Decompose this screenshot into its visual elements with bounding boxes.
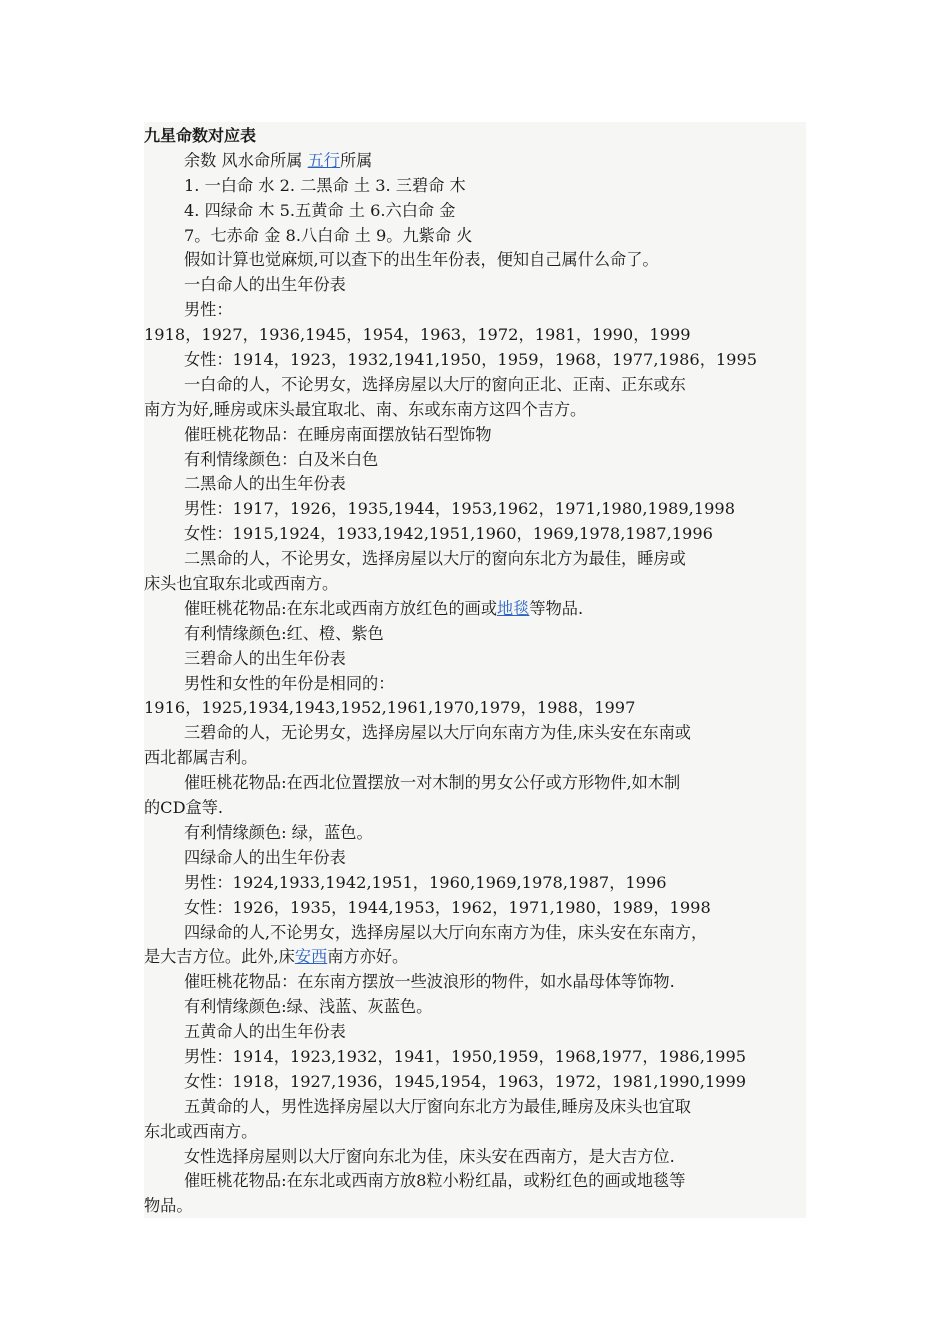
text-span: 催旺桃花物品:在西北位置摆放一对木制的男女公仔或方形物件,如木制 [184, 773, 681, 793]
text-span: 催旺桃花物品：在东南方摆放一些波浪形的物件，如水晶母体等饰物. [184, 972, 675, 992]
text-span: 等物品. [529, 598, 584, 618]
text-line [144, 622, 824, 647]
text-line [144, 373, 824, 398]
text-span: 南方为好,睡房或床头最宜取北、南、东或东南方这四个吉方。 [144, 399, 587, 419]
text-span: 所属 [339, 150, 373, 170]
text-line [144, 199, 824, 224]
text-span: 物品。 [144, 1196, 193, 1216]
text-line [144, 1045, 824, 1070]
text-span: 四绿命人的出生年份表 [184, 847, 346, 867]
inline-link[interactable]: 五行 [307, 150, 340, 170]
text-span: 是大吉方位。此外,床 [144, 947, 295, 967]
text-span: 二黑命的人，不论男女，选择房屋以大厅的窗向东北方为最佳，睡房或 [184, 549, 686, 569]
text-span: 男性：1917，1926，1935,1944，1953,1962，1971,1980,1989,1998 [184, 499, 735, 519]
text-span: 7。七赤命 金 8.八白命 土 9。九紫命 火 [184, 225, 473, 245]
text-line [144, 821, 824, 846]
text-line [144, 796, 824, 821]
document-body [144, 124, 824, 1219]
text-span: 催旺桃花物品：在睡房南面摆放钻石型饰物 [184, 424, 492, 444]
text-span: 二黑命人的出生年份表 [184, 474, 346, 494]
text-span: 床头也宜取东北或西南方。 [144, 574, 339, 594]
text-line [144, 672, 824, 697]
text-line [144, 323, 824, 348]
text-line [144, 547, 824, 572]
text-span: 男性：1924,1933,1942,1951，1960,1969,1978,1987，1996 [184, 872, 667, 892]
text-span: 男性和女性的年份是相同的： [184, 673, 395, 693]
text-span: 1918，1927，1936,1945，1954，1963，1972，1981，1990，1999 [144, 325, 691, 345]
text-line [144, 696, 824, 721]
text-line [144, 647, 824, 672]
text-span: 4. 四绿命 木 5.五黄命 土 6.六白命 金 [184, 200, 456, 220]
text-span: 五黄命人的出生年份表 [184, 1022, 346, 1042]
text-span: 女性：1918，1927,1936，1945,1954，1963，1972，1981,1990,1999 [184, 1071, 747, 1091]
text-span: 一白命的人，不论男女，选择房屋以大厅的窗向正北、正南、正东或东 [184, 374, 686, 394]
text-line [144, 746, 824, 771]
inline-link[interactable]: 地毯 [497, 598, 530, 618]
text-line [144, 597, 824, 622]
inline-link[interactable]: 安西 [294, 947, 328, 967]
text-line [144, 945, 824, 970]
text-line [144, 871, 824, 896]
text-line [144, 1020, 824, 1045]
text-span: 五黄命的人，男性选择房屋以大厅窗向东北方为最佳,睡房及床头也宜取 [184, 1096, 691, 1116]
text-line [144, 472, 824, 497]
text-span: 的CD盒等. [144, 798, 224, 818]
text-line [144, 448, 824, 473]
text-span: 一白命人的出生年份表 [184, 275, 346, 295]
text-line [144, 1095, 824, 1120]
text-line [144, 572, 824, 597]
text-line [144, 995, 824, 1020]
text-line [144, 921, 824, 946]
text-span: 1. 一白命 水 2. 二黑命 土 3. 三碧命 木 [184, 175, 466, 195]
text-span: 男性： [184, 300, 233, 320]
text-line [144, 896, 824, 921]
text-line [144, 1070, 824, 1095]
text-span: 西北都属吉利。 [144, 748, 258, 768]
text-line [144, 298, 824, 323]
text-line [144, 1145, 824, 1170]
text-span: 东北或西南方。 [144, 1121, 258, 1141]
text-span: 三碧命人的出生年份表 [184, 648, 346, 668]
text-span: 女性选择房屋则以大厅窗向东北为佳，床头安在西南方，是大吉方位. [184, 1146, 675, 1166]
text-line [144, 224, 824, 249]
text-line [144, 1194, 824, 1219]
document-title: 九星命数对应表 [144, 126, 257, 145]
text-span: 南方亦好。 [327, 947, 409, 967]
text-line [144, 721, 824, 746]
text-line [144, 273, 824, 298]
text-line [144, 423, 824, 448]
text-span: 女性：1914，1923，1932,1941,1950，1959，1968，1977,1986，1995 [184, 350, 758, 370]
text-line [144, 1169, 824, 1194]
text-span: 有利情缘颜色:绿、浅蓝、灰蓝色。 [184, 997, 433, 1017]
text-span: 有利情缘颜色:红、橙、紫色 [184, 623, 384, 643]
text-span: 女性：1915,1924，1933,1942,1951,1960，1969,1978,1987,1996 [184, 524, 713, 544]
text-span: 有利情缘颜色：白及米白色 [184, 449, 379, 469]
text-span: 女性：1926，1935，1944,1953，1962，1971,1980，1989，1998 [184, 897, 711, 917]
text-span: 余数 风水命所属 [184, 150, 308, 170]
text-line [144, 522, 824, 547]
text-line [144, 248, 824, 273]
text-span: 四绿命的人,不论男女，选择房屋以大厅向东南方为佳，床头安在东南方， [184, 922, 708, 942]
text-line [144, 398, 824, 423]
text-line [144, 970, 824, 995]
text-line [144, 1120, 824, 1145]
text-span: 三碧命的人，无论男女，选择房屋以大厅向东南方为佳,床头安在东南或 [184, 723, 691, 743]
text-span: 有利情缘颜色: 绿，蓝色。 [184, 822, 373, 842]
text-line [144, 174, 824, 199]
text-span: 男性：1914，1923,1932，1941，1950,1959，1968,1977，1986,1995 [184, 1046, 747, 1066]
text-span: 催旺桃花物品:在东北或西南方放红色的画或 [184, 598, 498, 618]
text-line [144, 149, 824, 174]
text-span: 假如计算也觉麻烦,可以查下的出生年份表，便知自己属什么命了。 [184, 250, 659, 270]
text-line [144, 771, 824, 796]
text-span: 1916，1925,1934,1943,1952,1961,1970,1979，1988，1997 [144, 698, 636, 718]
text-span: 催旺桃花物品:在东北或西南方放8粒小粉红晶，或粉红色的画或地毯等 [184, 1171, 686, 1191]
text-line [144, 497, 824, 522]
text-line [144, 846, 824, 871]
text-line [144, 348, 824, 373]
